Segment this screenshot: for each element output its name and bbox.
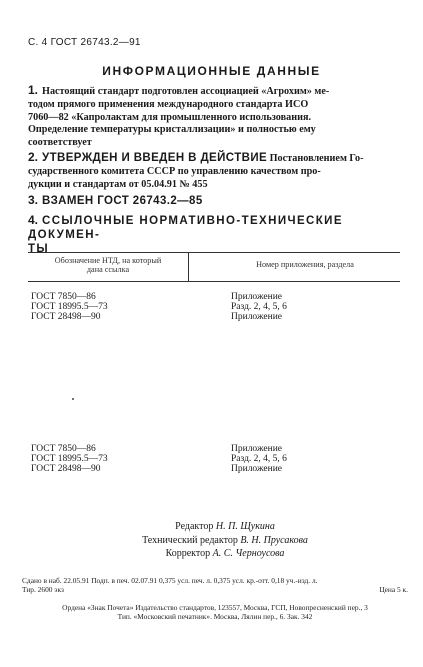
item-2-line-2: сударственного комитета СССР по управлению качеством про- — [28, 165, 321, 177]
printer-line-2: Тип. «Московский печатник». Москва, Лялин пер., 6. Зак. 342 — [117, 611, 313, 621]
item-1-number: 1. — [28, 83, 39, 97]
table-header-appendix: Номер приложения, раздела — [256, 260, 354, 269]
item-1-line-2: тодом прямого применения международного стандарта ИСО — [28, 98, 309, 110]
imprint-line-1: Сдано в наб. 22.05.91 Подп. в печ. 02.07.91 0,375 усл. печ. л. 0,375 усл. кр.-отт. 0,18 уч.-изд. л. — [22, 576, 318, 585]
item-2-caps: УТВЕРЖДЕН И ВВЕДЕН В ДЕЙСТВИЕ — [42, 152, 268, 164]
printer-info — [22, 604, 408, 621]
item-1-line-1: 1. Настоящий стандарт подготовлен ассоциацией «Агрохим» ме- — [28, 83, 330, 97]
table-cell-doc: ГОСТ 18995.5—73 — [31, 302, 108, 312]
editor-credits — [100, 520, 350, 561]
table-cell-appendix: Приложение — [231, 444, 282, 454]
info-item-2 — [28, 151, 400, 191]
item-2-line-3: дукции и стандартам от 05.04.91 № 455 — [28, 178, 208, 190]
table-cell-doc: ГОСТ 7850—86 — [31, 292, 96, 302]
imprint-block — [22, 577, 408, 594]
table-cell-appendix: Приложение — [231, 292, 282, 302]
table-cell-appendix: Приложение — [231, 464, 282, 474]
table-cell-appendix: Приложение — [231, 312, 282, 322]
info-item-3 — [28, 194, 400, 209]
stray-mark — [72, 398, 74, 400]
credit-editor: Редактор Н. П. Щукина — [175, 521, 275, 532]
item-1-line-3: 7060—82 «Капролактам для промышленного использования. — [28, 111, 312, 123]
table-cell-appendix: Разд. 2, 4, 5, 6 — [231, 454, 287, 464]
credit-tech-editor: Технический редактор В. Н. Прусакова — [142, 534, 308, 546]
table-cell-doc: ГОСТ 7850—86 — [31, 444, 96, 454]
table-cell-doc: ГОСТ 28498—90 — [31, 464, 101, 474]
info-item-4 — [28, 214, 400, 255]
credit-proofreader: Корректор А. С. Черноусова — [165, 548, 285, 559]
item-1-line-4: Определение температуры кристаллизации» и полностью ему — [28, 124, 316, 136]
imprint-line-2: Тир. 2600 экз Цена 5 к. — [22, 584, 408, 594]
printer-line-1: Ордена «Знак Почета» Издательство стандартов, 123557, Москва, ГСП, Новопресненский пер., 3 — [62, 603, 368, 612]
item-2-number: 2. — [28, 150, 39, 164]
table-top-rule — [28, 252, 400, 253]
item-3-caps: ВЗАМЕН ГОСТ 26743.2—85 — [42, 195, 203, 207]
item-4-line-1: 4. ССЫЛОЧНЫЕ НОРМАТИВНО-ТЕХНИЧЕСКИЕ ДОКУМЕН- — [28, 213, 343, 241]
info-item-1 — [28, 84, 400, 150]
item-4-line-2: ТЫ — [28, 242, 50, 255]
item-1-line-5: соответствует — [28, 137, 92, 149]
table-column-divider — [188, 252, 189, 281]
item-3-number: 3. — [28, 193, 39, 207]
table-header-doc: Обозначение НТД, на который дана ссылка — [54, 256, 162, 274]
table-cell-doc: ГОСТ 18995.5—73 — [31, 454, 108, 464]
table-cell-doc: ГОСТ 28498—90 — [31, 312, 101, 322]
item-2-line-1: 2. УТВЕРЖДЕН И ВВЕДЕН В ДЕЙСТВИЕ Постановлением Го- — [28, 150, 364, 164]
table-header-rule — [28, 281, 400, 282]
page-header: С. 4 ГОСТ 26743.2—91 — [28, 37, 141, 48]
table-cell-appendix: Разд. 2, 4, 5, 6 — [231, 302, 287, 312]
section-title: ИНФОРМАЦИОННЫЕ ДАННЫЕ — [102, 64, 321, 78]
item-4-number: 4. — [28, 213, 39, 227]
